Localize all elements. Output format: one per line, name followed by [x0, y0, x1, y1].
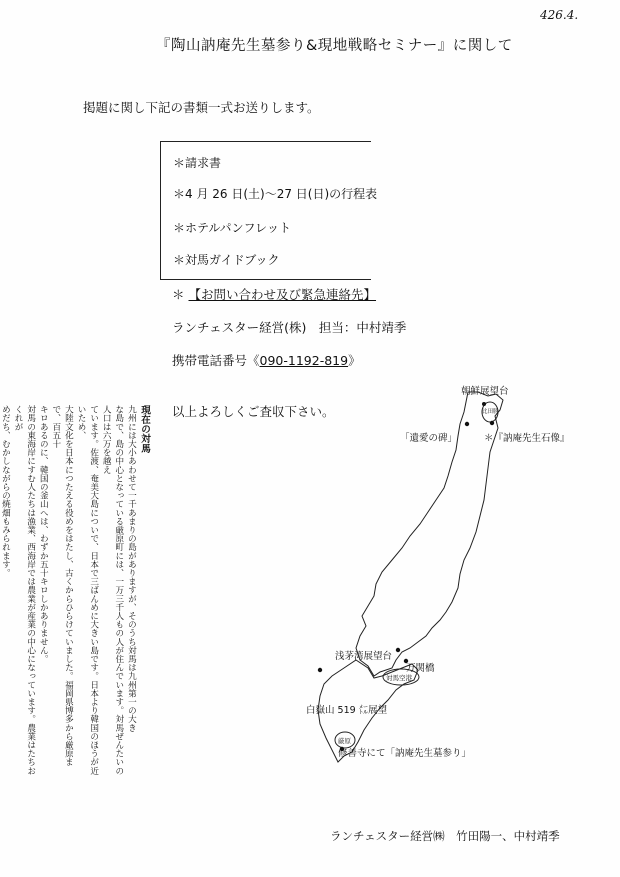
map-label-hitakatsu: 比田勝: [482, 409, 499, 415]
map-dot-statue: [490, 421, 494, 425]
tsushima-line: めだち、むかしながらの焼畑もみられます。: [0, 405, 11, 577]
tsushima-line: ています。佐渡、奄美大島についで、日本で三ばんめに大きい島です。日本より韓国のほうが近いため、: [76, 405, 99, 775]
tsushima-line: キロあるのに、韓国の釜山へは、わずか五十キロしかありません。: [38, 405, 49, 663]
footer-signature: ランチェスター経営㈱ 竹田陽一、中村靖季: [330, 829, 560, 843]
map-label-izuhara: 厳原: [338, 737, 351, 745]
map-label-asaji-bay: 浅茅湾展望台: [335, 651, 393, 662]
intro-text: 掲題に関し下記の書類一式お送りします。: [83, 100, 320, 115]
enclosure-item: ＊対馬ガイドブック: [173, 253, 280, 267]
contact-heading-text: 【お問い合わせ及び緊急連絡先】: [188, 287, 377, 302]
map-label-shuzenji: 修善寺にて「訥庵先生墓参り」: [338, 748, 472, 759]
tsushima-line: な島で、島の中心となっている厳原町には、一万三千人もの人が住んでいます。対馬ぜんたいの人口は六万を越え: [101, 405, 124, 775]
page-title: 『陶山訥庵先生墓参り&現地戦略セミナー』に関して: [156, 38, 513, 54]
map-dot-north: [482, 402, 486, 406]
phone-suffix: 》: [348, 353, 361, 368]
map-label-monument: 「遺愛の碑」: [400, 433, 458, 444]
phone-prefix: 携帯電話番号《: [172, 353, 260, 368]
tsushima-line: 九州には大小あわせて一千あまりの島がありますが、そのうち対馬は九州第一の大き: [126, 405, 137, 732]
tsushima-line: 大陸文化を日本につたえる役めをはたし、古くからひらけていました。福岡県博多から厳原まで、百五十: [50, 405, 74, 767]
enclosure-item: ＊ホテルパンフレット: [173, 221, 291, 235]
map-label-stone-statue: ＊『訥庵先生石像』: [484, 433, 570, 444]
map-dot-shiratake: [318, 668, 322, 672]
contact-heading-prefix: ＊: [172, 287, 185, 302]
page-mark: 426.4.: [540, 8, 579, 22]
map-label-airport: 対馬空港: [386, 674, 412, 682]
contact-company: ランチェスター経営(株) 担当：中村靖季: [172, 320, 407, 335]
enclosure-item: ＊請求書: [173, 156, 222, 170]
map-dot-asaji: [396, 648, 400, 652]
tsushima-heading: 現在の対馬: [139, 405, 150, 453]
tsushima-line: 対馬の東海岸にすむ人たちは漁業、西海岸では農業が産業の中心になっています。農業はたちおくれが: [13, 405, 36, 775]
map-dot-monument: [465, 422, 469, 426]
map-label-observatory-north: 朝鮮展望台: [461, 386, 509, 397]
phone-number: 090-1192-819: [259, 353, 349, 368]
map-label-shiratake: 白嶽山 519 ㍍展望: [306, 705, 388, 716]
map-label-manzeki: 万関橋: [406, 663, 435, 674]
enclosure-item: ＊4 月 26 日(土)～27 日(日)の行程表: [173, 187, 378, 201]
closing-text: 以上よろしくご査収下さい。: [172, 404, 335, 419]
